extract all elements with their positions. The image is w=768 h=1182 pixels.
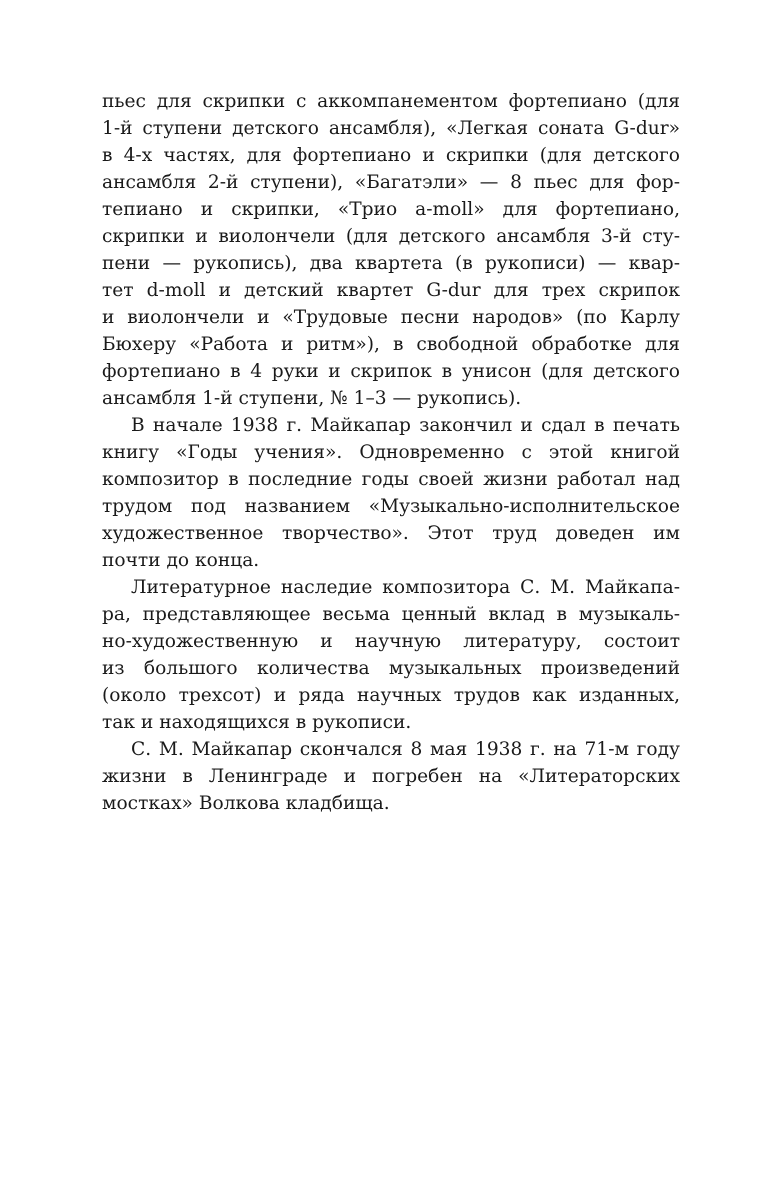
- text-line: в 4-х частях, для фортепиано и скрипки (для детского: [102, 145, 680, 166]
- text-line: книгу «Годы учения». Одновременно с этой книгой: [102, 442, 680, 463]
- text-line: тепиано и скрипки, «Трио a-moll» для фортепиано,: [102, 199, 680, 220]
- text-line: почти до конца.: [102, 550, 260, 571]
- text-line: и виолончели и «Трудовые песни народов» (по Карлу: [102, 307, 680, 328]
- text-line: мостках» Волкова кладбища.: [102, 793, 390, 814]
- paragraph-1: [102, 88, 680, 412]
- text-line: ансамбля 2-й ступени), «Багатэли» — 8 пьес для фор-: [102, 172, 680, 193]
- text-line: (около трехсот) и ряда научных трудов как изданных,: [102, 685, 680, 706]
- page-text: [102, 88, 680, 817]
- text-line: Литературное наследие композитора С. М. Майкапа-: [131, 577, 680, 598]
- text-line: скрипки и виолончели (для детского ансамбля 3-й сту-: [102, 226, 680, 247]
- text-line: из большого количества музыкальных произведений: [102, 658, 680, 679]
- text-line: ансамбля 1-й ступени, № 1–3 — рукопись).: [102, 388, 522, 409]
- text-line: трудом под названием «Музыкально-исполнительское: [102, 496, 680, 517]
- paragraph-2: [102, 412, 680, 574]
- text-line: жизни в Ленинграде и погребен на «Литераторских: [102, 766, 680, 787]
- text-line: композитор в последние годы своей жизни работал над: [102, 469, 680, 490]
- text-line: Бюхеру «Работа и ритм»), в свободной обработке для: [102, 334, 680, 355]
- text-line: тет d-moll и детский квартет G-dur для трех скрипок: [102, 280, 680, 301]
- text-line: ра, представляющее весьма ценный вклад в музыкаль-: [102, 604, 680, 625]
- paragraph-4: [102, 736, 680, 817]
- text-line: В начале 1938 г. Майкапар закончил и сдал в печать: [131, 415, 680, 436]
- text-line: С. М. Майкапар скончался 8 мая 1938 г. на 71-м году: [131, 739, 680, 760]
- text-line: пьес для скрипки с аккомпанементом фортепиано (для: [102, 91, 680, 112]
- text-line: пени — рукопись), два квартета (в рукописи) — квар-: [102, 253, 680, 274]
- text-line: так и находящихся в рукописи.: [102, 712, 412, 733]
- paragraph-3: [102, 574, 680, 736]
- text-line: художественное творчество». Этот труд доведен им: [102, 523, 680, 544]
- text-line: 1-й ступени детского ансамбля), «Легкая соната G-dur»: [102, 118, 680, 139]
- text-line: но-художественную и научную литературу, состоит: [102, 631, 680, 652]
- text-line: фортепиано в 4 руки и скрипок в унисон (для детского: [102, 361, 680, 382]
